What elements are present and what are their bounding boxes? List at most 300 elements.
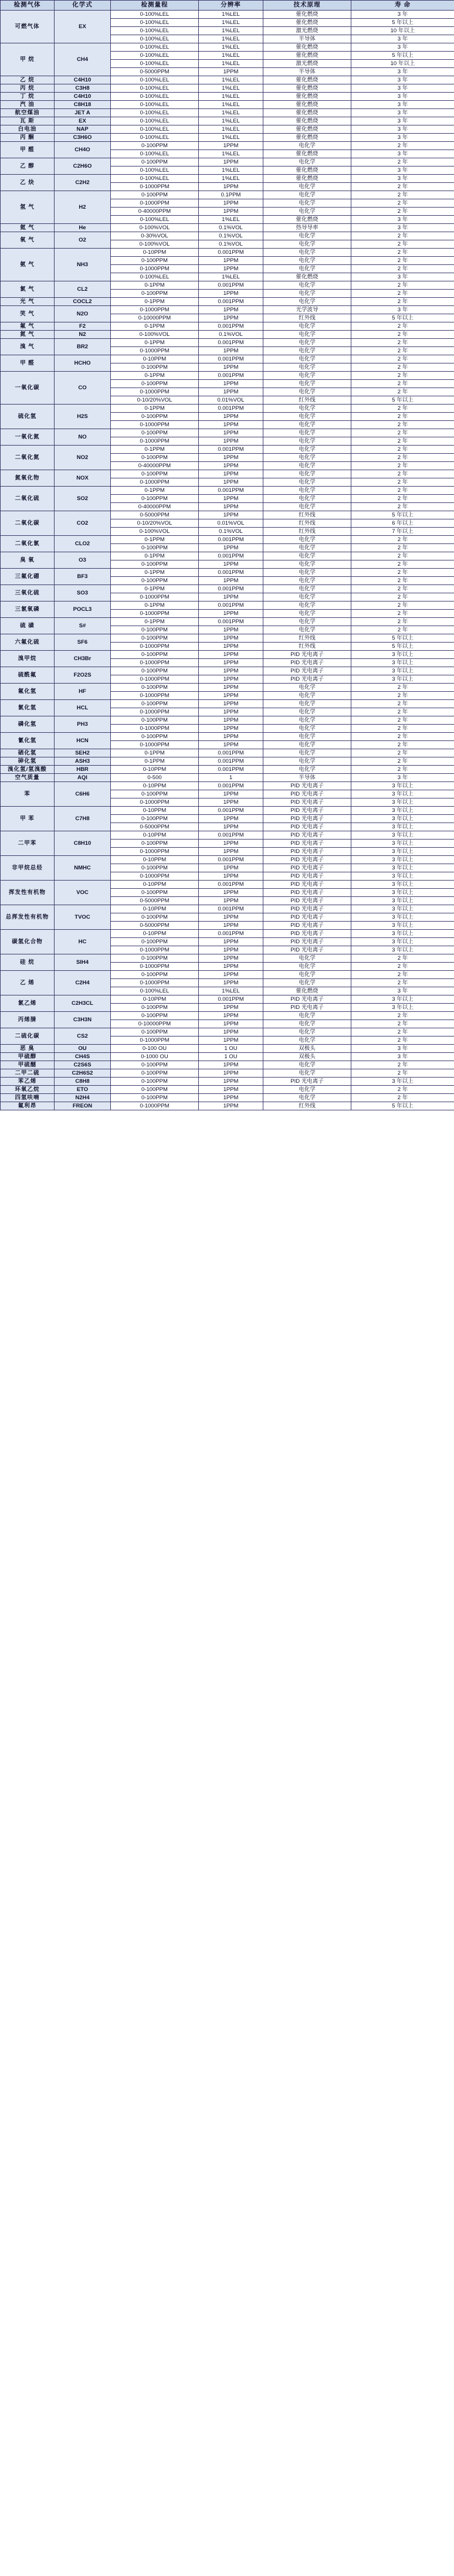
cell-technology: 电化学	[263, 487, 351, 495]
cell-resolution: 1%LEL	[199, 76, 263, 84]
cell-detection-range: 0-1000PPM	[111, 675, 199, 684]
cell-resolution: 1PPM	[199, 314, 263, 322]
cell-gas-name: 甲 烷	[1, 43, 55, 76]
cell-technology: 双极头	[263, 1053, 351, 1061]
cell-resolution: 1PPM	[199, 725, 263, 733]
cell-gas-name: 笑 气	[1, 306, 55, 322]
cell-detection-range: 0-100PPM	[111, 733, 199, 741]
cell-lifetime: 3 年	[351, 216, 454, 224]
table-row	[1, 93, 454, 101]
table-row	[1, 585, 454, 593]
cell-resolution: 0.001PPM	[199, 905, 263, 913]
cell-detection-range: 0-100%LEL	[111, 19, 199, 27]
cell-resolution: 1%LEL	[199, 175, 263, 183]
cell-technology: 电化学	[263, 725, 351, 733]
cell-lifetime: 2 年	[351, 963, 454, 971]
cell-resolution: 0.001PPM	[199, 749, 263, 757]
cell-lifetime: 2 年	[351, 536, 454, 544]
cell-detection-range: 0-1PPM	[111, 322, 199, 331]
table-row	[1, 601, 454, 610]
cell-technology: 电化学	[263, 183, 351, 191]
cell-lifetime: 2 年	[351, 700, 454, 708]
table-row	[1, 298, 454, 306]
cell-technology: 电化学	[263, 708, 351, 716]
cell-lifetime: 2 年	[351, 355, 454, 363]
table-row	[1, 667, 454, 675]
cell-detection-range: 0-1PPM	[111, 372, 199, 380]
cell-detection-range: 0-5000PPM	[111, 511, 199, 519]
cell-technology: 电化学	[263, 240, 351, 249]
cell-lifetime: 2 年	[351, 1036, 454, 1045]
cell-resolution: 1%LEL	[199, 125, 263, 134]
cell-lifetime: 2 年	[351, 290, 454, 298]
cell-lifetime: 2 年	[351, 544, 454, 552]
cell-chemical-formula: C2H6O	[55, 158, 111, 175]
cell-technology: 电化学	[263, 372, 351, 380]
cell-gas-name: 挥发性有机物	[1, 881, 55, 905]
cell-gas-name: 硫酰氟	[1, 667, 55, 684]
cell-technology: 电化学	[263, 290, 351, 298]
cell-chemical-formula: C2H3CL	[55, 995, 111, 1012]
cell-gas-name: 可燃气体	[1, 11, 55, 43]
cell-technology: PID 光电离子	[263, 872, 351, 881]
cell-lifetime: 3 年以上	[351, 807, 454, 815]
cell-detection-range: 0-5000PPM	[111, 68, 199, 76]
cell-detection-range: 0-100PPM	[111, 142, 199, 150]
cell-technology: 电化学	[263, 478, 351, 487]
cell-technology: 催化燃烧	[263, 76, 351, 84]
cell-chemical-formula: C2H4	[55, 971, 111, 995]
cell-lifetime: 5 年以上	[351, 1102, 454, 1110]
cell-lifetime: 2 年	[351, 249, 454, 257]
cell-lifetime: 2 年	[351, 692, 454, 700]
cell-detection-range: 0-100PPM	[111, 1086, 199, 1094]
cell-resolution: 1%LEL	[199, 27, 263, 35]
table-row	[1, 429, 454, 437]
cell-resolution: 1PPM	[199, 68, 263, 76]
cell-gas-name: 溴 气	[1, 339, 55, 355]
column-header-gas: 检测气体	[1, 1, 55, 11]
cell-resolution: 1PPM	[199, 823, 263, 831]
cell-detection-range: 0-10000PPM	[111, 1020, 199, 1028]
cell-technology: 电化学	[263, 462, 351, 470]
cell-gas-name: 苯乙烯	[1, 1078, 55, 1086]
cell-lifetime: 2 年	[351, 593, 454, 601]
cell-lifetime: 2 年	[351, 741, 454, 749]
cell-resolution: 1%LEL	[199, 166, 263, 175]
cell-resolution: 0.001PPM	[199, 355, 263, 363]
cell-chemical-formula: NAP	[55, 125, 111, 134]
cell-chemical-formula: HCL	[55, 700, 111, 716]
cell-gas-name: 硫化氢	[1, 405, 55, 429]
cell-resolution: 1PPM	[199, 684, 263, 692]
cell-resolution: 1%LEL	[199, 93, 263, 101]
cell-technology: PID 光电离子	[263, 659, 351, 667]
cell-technology: 电化学	[263, 331, 351, 339]
cell-detection-range: 0-100PPM	[111, 626, 199, 634]
cell-technology: 电化学	[263, 569, 351, 577]
cell-detection-range: 0-1PPM	[111, 405, 199, 413]
cell-detection-range: 0-100PPM	[111, 454, 199, 462]
cell-gas-name: 丙 烷	[1, 84, 55, 93]
cell-technology: PID 光电离子	[263, 667, 351, 675]
cell-gas-name: 氟化氢	[1, 684, 55, 700]
cell-resolution: 1PPM	[199, 158, 263, 166]
cell-detection-range: 0-100%LEL	[111, 150, 199, 158]
cell-detection-range: 0-100%LEL	[111, 216, 199, 224]
cell-detection-range: 0-1PPM	[111, 536, 199, 544]
cell-technology: 电化学	[263, 298, 351, 306]
cell-gas-name: 乙 醇	[1, 158, 55, 175]
cell-lifetime: 2 年	[351, 487, 454, 495]
table-row	[1, 1094, 454, 1102]
cell-lifetime: 3 年以上	[351, 897, 454, 905]
table-row	[1, 11, 454, 19]
cell-technology: 半导体	[263, 68, 351, 76]
cell-technology: 电化学	[263, 437, 351, 446]
cell-detection-range: 0-100PPM	[111, 1028, 199, 1036]
cell-lifetime: 2 年	[351, 733, 454, 741]
cell-chemical-formula: JET A	[55, 109, 111, 117]
cell-resolution: 0.001PPM	[199, 487, 263, 495]
cell-chemical-formula: C6H6	[55, 782, 111, 807]
cell-resolution: 0.1%VOL	[199, 224, 263, 232]
cell-lifetime: 2 年	[351, 1061, 454, 1069]
cell-detection-range: 0-40000PPM	[111, 208, 199, 216]
cell-resolution: 1PPM	[199, 963, 263, 971]
cell-resolution: 1PPM	[199, 577, 263, 585]
cell-chemical-formula: CL2	[55, 281, 111, 298]
cell-technology: 电化学	[263, 347, 351, 355]
cell-lifetime: 2 年	[351, 322, 454, 331]
cell-resolution: 0.001PPM	[199, 446, 263, 454]
cell-detection-range: 0-100PPM	[111, 470, 199, 478]
cell-gas-name: 氯化氢	[1, 700, 55, 716]
cell-lifetime: 3 年	[351, 1053, 454, 1061]
cell-detection-range: 0-1PPM	[111, 618, 199, 626]
cell-chemical-formula: AQI	[55, 774, 111, 782]
cell-technology: 半导体	[263, 774, 351, 782]
cell-technology: 激光燃烧	[263, 27, 351, 35]
cell-detection-range: 0-100%LEL	[111, 43, 199, 52]
cell-gas-name: 六氟化硫	[1, 634, 55, 651]
cell-lifetime: 3 年	[351, 224, 454, 232]
cell-detection-range: 0-10PPM	[111, 355, 199, 363]
cell-detection-range: 0-100%LEL	[111, 60, 199, 68]
cell-resolution: 1PPM	[199, 1078, 263, 1086]
cell-technology: PID 光电离子	[263, 946, 351, 954]
cell-lifetime: 2 年	[351, 1028, 454, 1036]
cell-technology: 电化学	[263, 577, 351, 585]
cell-technology: PID 光电离子	[263, 922, 351, 930]
cell-detection-range: 0-1PPM	[111, 601, 199, 610]
table-row	[1, 446, 454, 454]
cell-detection-range: 0-100PPM	[111, 158, 199, 166]
cell-technology: PID 光电离子	[263, 790, 351, 798]
cell-gas-name: 乙 烷	[1, 76, 55, 84]
cell-chemical-formula: SF6	[55, 634, 111, 651]
cell-resolution: 1	[199, 774, 263, 782]
cell-resolution: 1PPM	[199, 675, 263, 684]
cell-lifetime: 2 年	[351, 725, 454, 733]
cell-technology: PID 光电离子	[263, 913, 351, 922]
cell-gas-name: 乙 炔	[1, 175, 55, 191]
cell-lifetime: 3 年	[351, 987, 454, 995]
cell-resolution: 1PPM	[199, 700, 263, 708]
cell-gas-name: 氯 气	[1, 281, 55, 298]
cell-resolution: 0.001PPM	[199, 249, 263, 257]
cell-lifetime: 3 年以上	[351, 848, 454, 856]
cell-detection-range: 0-100PPM	[111, 634, 199, 643]
cell-technology: 催化燃烧	[263, 109, 351, 117]
cell-detection-range: 0-100%VOL	[111, 331, 199, 339]
cell-lifetime: 2 年	[351, 716, 454, 725]
cell-technology: 电化学	[263, 741, 351, 749]
column-header-resolution: 分辨率	[199, 1, 263, 11]
cell-technology: 半导体	[263, 35, 351, 43]
cell-chemical-formula: NO2	[55, 446, 111, 470]
cell-resolution: 1PPM	[199, 897, 263, 905]
cell-technology: 电化学	[263, 757, 351, 766]
cell-chemical-formula: EX	[55, 11, 111, 43]
table-row	[1, 807, 454, 815]
cell-chemical-formula: C2H6S2	[55, 1069, 111, 1078]
cell-lifetime: 2 年	[351, 569, 454, 577]
table-row	[1, 487, 454, 495]
cell-lifetime: 2 年	[351, 585, 454, 593]
cell-lifetime: 2 年	[351, 1069, 454, 1078]
cell-technology: 电化学	[263, 1012, 351, 1020]
cell-resolution: 1PPM	[199, 1012, 263, 1020]
cell-detection-range: 0-100PPM	[111, 1004, 199, 1012]
cell-resolution: 1%LEL	[199, 134, 263, 142]
cell-technology: 电化学	[263, 429, 351, 437]
cell-detection-range: 0-100%LEL	[111, 76, 199, 84]
cell-detection-range: 0-5000PPM	[111, 823, 199, 831]
cell-technology: PID 光电离子	[263, 889, 351, 897]
cell-lifetime: 5 年以上	[351, 52, 454, 60]
cell-detection-range: 0-100PPM	[111, 913, 199, 922]
cell-resolution: 1PPM	[199, 864, 263, 872]
cell-resolution: 0.001PPM	[199, 618, 263, 626]
cell-chemical-formula: C2S6S	[55, 1061, 111, 1069]
cell-detection-range: 0-1000PPM	[111, 872, 199, 881]
cell-detection-range: 0-100PPM	[111, 651, 199, 659]
cell-detection-range: 0-1PPM	[111, 757, 199, 766]
cell-gas-name: 硫 磺	[1, 618, 55, 634]
cell-detection-range: 0-100PPM	[111, 577, 199, 585]
table-row	[1, 470, 454, 478]
cell-lifetime: 2 年	[351, 437, 454, 446]
cell-resolution: 1PPM	[199, 979, 263, 987]
cell-resolution: 1PPM	[199, 1069, 263, 1078]
cell-resolution: 1PPM	[199, 954, 263, 963]
cell-lifetime: 2 年	[351, 158, 454, 166]
cell-gas-name: 臭 氧	[1, 552, 55, 569]
cell-gas-name: 氟 气	[1, 322, 55, 331]
cell-gas-name: 三氧化硫	[1, 585, 55, 601]
cell-lifetime: 2 年	[351, 339, 454, 347]
cell-detection-range: 0-40000PPM	[111, 462, 199, 470]
cell-chemical-formula: NMHC	[55, 856, 111, 881]
cell-chemical-formula: HBR	[55, 766, 111, 774]
cell-chemical-formula: C4H10	[55, 93, 111, 101]
cell-chemical-formula: N2H4	[55, 1094, 111, 1102]
cell-lifetime: 2 年	[351, 1020, 454, 1028]
cell-gas-name: 丙烯腈	[1, 1012, 55, 1028]
table-row	[1, 306, 454, 314]
table-row	[1, 716, 454, 725]
cell-technology: 电化学	[263, 249, 351, 257]
cell-resolution: 1PPM	[199, 716, 263, 725]
cell-lifetime: 3 年以上	[351, 790, 454, 798]
cell-lifetime: 3 年	[351, 774, 454, 782]
cell-technology: PID 光电离子	[263, 1004, 351, 1012]
cell-resolution: 1PPM	[199, 290, 263, 298]
cell-technology: 电化学	[263, 692, 351, 700]
cell-lifetime: 3 年	[351, 101, 454, 109]
cell-detection-range: 0-100PPM	[111, 1012, 199, 1020]
cell-detection-range: 0-1000PPM	[111, 265, 199, 273]
cell-detection-range: 0-5000PPM	[111, 922, 199, 930]
cell-chemical-formula: O2	[55, 232, 111, 249]
cell-lifetime: 3 年以上	[351, 782, 454, 790]
cell-resolution: 1%LEL	[199, 35, 263, 43]
cell-resolution: 1PPM	[199, 478, 263, 487]
cell-resolution: 1PPM	[199, 208, 263, 216]
cell-lifetime: 2 年	[351, 495, 454, 503]
cell-detection-range: 0-1000PPM	[111, 306, 199, 314]
cell-detection-range: 0-100PPM	[111, 684, 199, 692]
cell-lifetime: 2 年	[351, 388, 454, 396]
cell-technology: 激光燃烧	[263, 60, 351, 68]
cell-gas-name: 二氧化氮	[1, 446, 55, 470]
cell-detection-range: 0-1000PPM	[111, 741, 199, 749]
table-row	[1, 1086, 454, 1094]
cell-technology: 催化燃烧	[263, 52, 351, 60]
cell-lifetime: 3 年以上	[351, 995, 454, 1004]
cell-chemical-formula: POCL3	[55, 601, 111, 618]
cell-technology: PID 光电离子	[263, 930, 351, 938]
cell-lifetime: 3 年以上	[351, 651, 454, 659]
cell-gas-name: 氟利昂	[1, 1102, 55, 1110]
cell-lifetime: 6 年以上	[351, 519, 454, 528]
cell-detection-range: 0-10PPM	[111, 831, 199, 840]
cell-lifetime: 2 年	[351, 1012, 454, 1020]
cell-chemical-formula: C8H18	[55, 101, 111, 109]
table-row	[1, 142, 454, 150]
cell-chemical-formula: O3	[55, 552, 111, 569]
cell-gas-name: 瓦 斯	[1, 117, 55, 125]
cell-detection-range: 0-100%LEL	[111, 987, 199, 995]
cell-chemical-formula: H2	[55, 191, 111, 224]
cell-lifetime: 2 年	[351, 421, 454, 429]
table-row	[1, 766, 454, 774]
cell-resolution: 1PPM	[199, 708, 263, 716]
cell-resolution: 0.001PPM	[199, 601, 263, 610]
cell-detection-range: 0-1000PPM	[111, 421, 199, 429]
cell-technology: 光学波导	[263, 306, 351, 314]
cell-detection-range: 0-100PPM	[111, 938, 199, 946]
cell-resolution: 1PPM	[199, 922, 263, 930]
cell-resolution: 1PPM	[199, 462, 263, 470]
cell-detection-range: 0-10/20%VOL	[111, 519, 199, 528]
column-header-lifetime: 寿 命	[351, 1, 454, 11]
cell-technology: 电化学	[263, 281, 351, 290]
cell-technology: 电化学	[263, 626, 351, 634]
cell-gas-name: 甲 醛	[1, 142, 55, 158]
cell-detection-range: 0-100PPM	[111, 889, 199, 897]
cell-resolution: 1%LEL	[199, 11, 263, 19]
table-row	[1, 1078, 454, 1086]
cell-detection-range: 0-100PPM	[111, 840, 199, 848]
cell-detection-range: 0-100PPM	[111, 290, 199, 298]
cell-chemical-formula: PH3	[55, 716, 111, 733]
table-row	[1, 757, 454, 766]
table-row	[1, 134, 454, 142]
cell-resolution: 0.001PPM	[199, 782, 263, 790]
cell-resolution: 1PPM	[199, 848, 263, 856]
cell-technology: 电化学	[263, 339, 351, 347]
cell-technology: PID 光电离子	[263, 823, 351, 831]
cell-detection-range: 0-100%VOL	[111, 224, 199, 232]
table-row	[1, 536, 454, 544]
cell-technology: 电化学	[263, 1020, 351, 1028]
cell-gas-name: 硅 烷	[1, 954, 55, 971]
cell-resolution: 1PPM	[199, 265, 263, 273]
table-row	[1, 782, 454, 790]
cell-gas-name: 砷化氢	[1, 757, 55, 766]
cell-lifetime: 3 年	[351, 35, 454, 43]
cell-chemical-formula: C8H8	[55, 1078, 111, 1086]
cell-detection-range: 0-100PPM	[111, 790, 199, 798]
cell-resolution: 1PPM	[199, 840, 263, 848]
table-row	[1, 101, 454, 109]
cell-resolution: 1PPM	[199, 872, 263, 881]
cell-technology: 电化学	[263, 142, 351, 150]
cell-technology: PID 光电离子	[263, 1078, 351, 1086]
table-row	[1, 700, 454, 708]
cell-resolution: 0.001PPM	[199, 757, 263, 766]
cell-detection-range: 0-100%LEL	[111, 52, 199, 60]
cell-detection-range: 0-100PPM	[111, 380, 199, 388]
cell-detection-range: 0-100 OU	[111, 1045, 199, 1053]
cell-lifetime: 2 年	[351, 240, 454, 249]
cell-chemical-formula: CLO2	[55, 536, 111, 552]
cell-resolution: 1PPM	[199, 1004, 263, 1012]
cell-detection-range: 0-30%VOL	[111, 232, 199, 240]
cell-lifetime: 3 年	[351, 109, 454, 117]
cell-resolution: 1PPM	[199, 495, 263, 503]
cell-lifetime: 2 年	[351, 503, 454, 511]
cell-detection-range: 0-100PPM	[111, 1061, 199, 1069]
cell-gas-name: 苯	[1, 782, 55, 807]
cell-resolution: 1PPM	[199, 626, 263, 634]
cell-resolution: 1%LEL	[199, 117, 263, 125]
cell-gas-name: 甲 苯	[1, 807, 55, 831]
cell-chemical-formula: CO	[55, 372, 111, 405]
table-row	[1, 1069, 454, 1078]
cell-gas-name: 航空煤油	[1, 109, 55, 117]
cell-detection-range: 0-10000PPM	[111, 314, 199, 322]
cell-technology: 电化学	[263, 1094, 351, 1102]
cell-technology: 电化学	[263, 495, 351, 503]
cell-technology: 电化学	[263, 593, 351, 601]
cell-gas-name: 白电油	[1, 125, 55, 134]
cell-chemical-formula: HF	[55, 684, 111, 700]
cell-gas-name: 碳氢化合物	[1, 930, 55, 954]
cell-technology: 催化燃烧	[263, 175, 351, 183]
